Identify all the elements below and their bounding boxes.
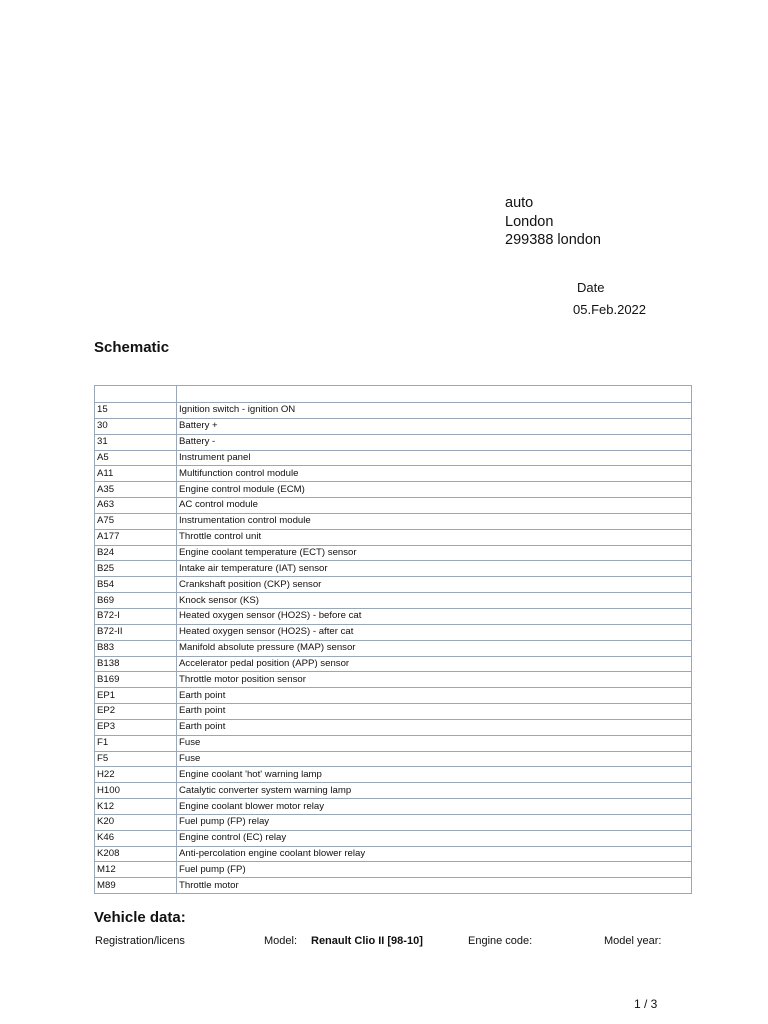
component-code: 30 — [95, 418, 177, 434]
component-description: Fuel pump (FP) — [177, 862, 692, 878]
component-description: Anti-percolation engine coolant blower relay — [177, 846, 692, 862]
address-line-1: auto — [505, 195, 534, 211]
table-row — [95, 418, 692, 434]
component-description: Earth point — [177, 704, 692, 720]
component-description: Earth point — [177, 719, 692, 735]
component-description: Fuse — [177, 735, 692, 751]
component-description: Fuse — [177, 751, 692, 767]
component-description: Battery - — [177, 434, 692, 450]
table-row — [95, 545, 692, 561]
table-row — [95, 403, 692, 419]
table-header-description — [177, 386, 692, 403]
table-row — [95, 498, 692, 514]
schematic-title: Schematic — [94, 339, 170, 356]
component-code: B69 — [95, 593, 177, 609]
address-block — [505, 194, 601, 250]
component-description: Fuel pump (FP) relay — [177, 814, 692, 830]
component-description: Crankshaft position (CKP) sensor — [177, 577, 692, 593]
component-code: B83 — [95, 640, 177, 656]
component-code: 31 — [95, 434, 177, 450]
component-code: K12 — [95, 799, 177, 815]
address-line-3: 299388 london — [505, 232, 601, 248]
page-number: 1 / 3 — [634, 997, 658, 1011]
table-row — [95, 561, 692, 577]
address-line-2: London — [505, 213, 554, 230]
table-row — [95, 450, 692, 466]
schematic-table — [94, 385, 692, 894]
table-row — [95, 735, 692, 751]
component-code: H22 — [95, 767, 177, 783]
table-row — [95, 640, 692, 656]
component-description: Multifunction control module — [177, 466, 692, 482]
table-row — [95, 688, 692, 704]
component-description: Engine coolant blower motor relay — [177, 799, 692, 815]
component-description: Accelerator pedal position (APP) sensor — [177, 656, 692, 672]
table-row — [95, 482, 692, 498]
model-year-label: Model year: — [604, 935, 662, 947]
component-code: K46 — [95, 830, 177, 846]
table-row — [95, 783, 692, 799]
component-code: EP1 — [95, 688, 177, 704]
component-description: Instrument panel — [177, 450, 692, 466]
table-row — [95, 434, 692, 450]
component-description: Earth point — [177, 688, 692, 704]
table-row — [95, 593, 692, 609]
component-code: M89 — [95, 878, 177, 894]
model-label: Model: — [264, 935, 298, 947]
component-code: A35 — [95, 482, 177, 498]
component-code: EP2 — [95, 704, 177, 720]
component-description: Battery + — [177, 418, 692, 434]
table-row — [95, 624, 692, 640]
component-description: Throttle motor position sensor — [177, 672, 692, 688]
engine-code-label: Engine code: — [468, 935, 533, 947]
component-code: M12 — [95, 862, 177, 878]
registration-label: Registration/licens — [95, 935, 185, 947]
table-row — [95, 577, 692, 593]
component-description: Engine control module (ECM) — [177, 482, 692, 498]
table-row — [95, 767, 692, 783]
table-row — [95, 608, 692, 624]
component-description: Instrumentation control module — [177, 513, 692, 529]
component-code: K20 — [95, 814, 177, 830]
component-code: A5 — [95, 450, 177, 466]
table-row — [95, 799, 692, 815]
table-row — [95, 830, 692, 846]
component-description: Ignition switch - ignition ON — [177, 403, 692, 419]
table-row — [95, 672, 692, 688]
component-description: Heated oxygen sensor (HO2S) - after cat — [177, 624, 692, 640]
component-description: Engine coolant 'hot' warning lamp — [177, 767, 692, 783]
table-row — [95, 719, 692, 735]
component-code: A75 — [95, 513, 177, 529]
component-code: EP3 — [95, 719, 177, 735]
table-row — [95, 751, 692, 767]
model-value: Renault Clio II [98-10] — [311, 935, 423, 947]
table-row — [95, 878, 692, 894]
component-code: A11 — [95, 466, 177, 482]
component-code: K208 — [95, 846, 177, 862]
component-code: B25 — [95, 561, 177, 577]
component-code: B72-I — [95, 608, 177, 624]
component-code: A63 — [95, 498, 177, 514]
table-row — [95, 466, 692, 482]
table-row — [95, 814, 692, 830]
table-row — [95, 704, 692, 720]
table-header-row — [95, 386, 692, 403]
component-code: B24 — [95, 545, 177, 561]
component-description: Catalytic converter system warning lamp — [177, 783, 692, 799]
component-code: A177 — [95, 529, 177, 545]
table-row — [95, 513, 692, 529]
component-code: B169 — [95, 672, 177, 688]
component-description: Throttle control unit — [177, 529, 692, 545]
table-row — [95, 862, 692, 878]
component-description: Engine coolant temperature (ECT) sensor — [177, 545, 692, 561]
table-header-code — [95, 386, 177, 403]
component-code: F5 — [95, 751, 177, 767]
component-description: Knock sensor (KS) — [177, 593, 692, 609]
date-value: 05.Feb.2022 — [573, 302, 647, 317]
table-row — [95, 529, 692, 545]
component-description: Manifold absolute pressure (MAP) sensor — [177, 640, 692, 656]
component-description: Intake air temperature (IAT) sensor — [177, 561, 692, 577]
date-label: Date — [577, 280, 605, 295]
table-row — [95, 846, 692, 862]
component-description: AC control module — [177, 498, 692, 514]
component-description: Throttle motor — [177, 878, 692, 894]
table-row — [95, 656, 692, 672]
component-code: H100 — [95, 783, 177, 799]
component-description: Heated oxygen sensor (HO2S) - before cat — [177, 608, 692, 624]
component-code: F1 — [95, 735, 177, 751]
component-code: 15 — [95, 403, 177, 419]
component-code: B72-II — [95, 624, 177, 640]
component-code: B54 — [95, 577, 177, 593]
component-description: Engine control (EC) relay — [177, 830, 692, 846]
vehicle-data-title: Vehicle data: — [94, 909, 186, 926]
component-code: B138 — [95, 656, 177, 672]
